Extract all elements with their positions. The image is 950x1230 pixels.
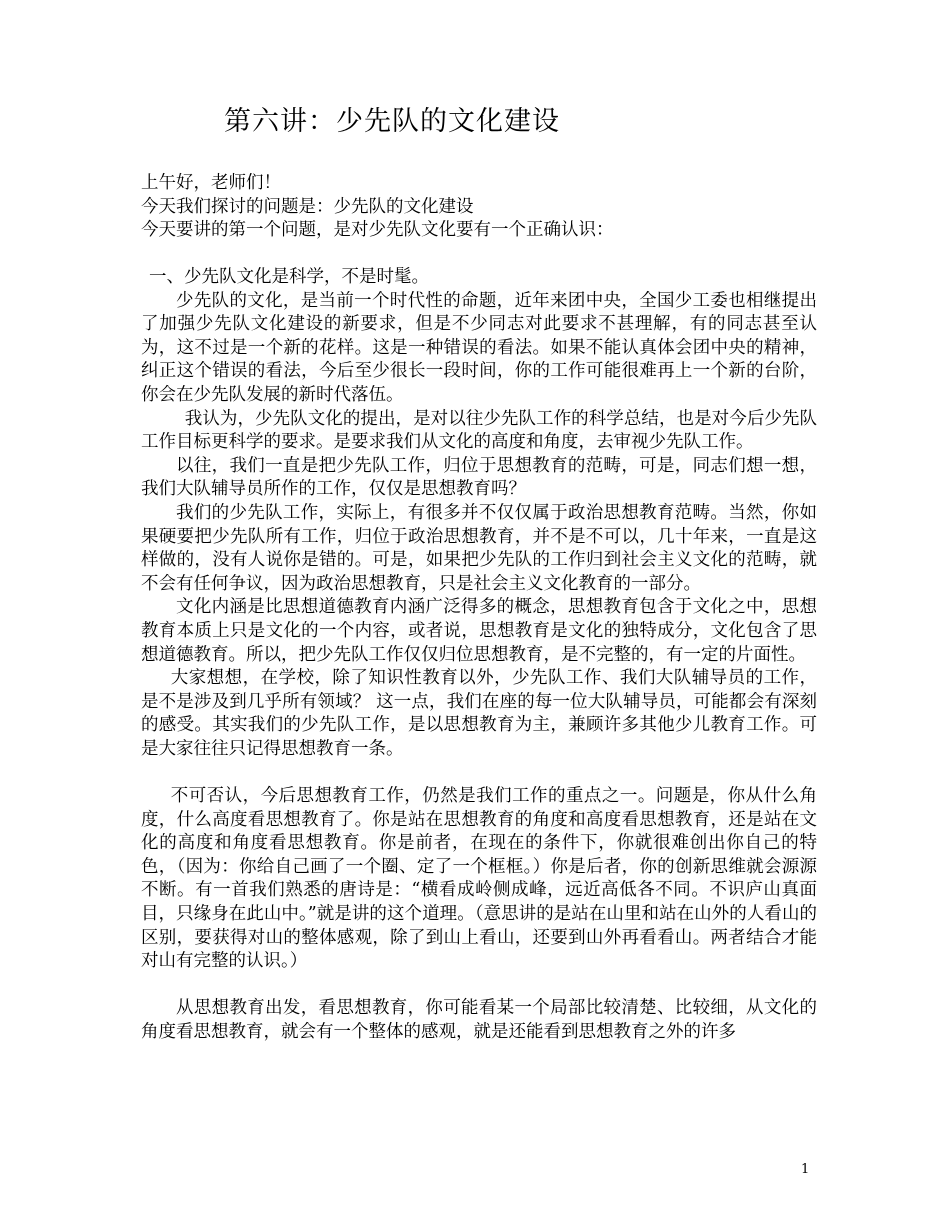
- first-question-line: 今天要讲的第一个问题，是对少先队文化要有一个正确认识：: [141, 220, 614, 240]
- topic-line: 今天我们探讨的问题是：少先队的文化建设: [141, 196, 474, 217]
- paragraph-gap: [141, 761, 817, 785]
- paragraph: 大家想想，在学校，除了知识性教育以外，少先队工作、我们大队辅导员的工作，是不是涉及到几乎所有领域？ 这一点，我们在座的每一位大队辅导员，可能都会有深刻的感受。其实我们的少先队工作，是以思想教育为主，兼顾许多其他少儿教育工作。可是大家往往只记得思想教育一条。: [141, 668, 817, 759]
- paragraph: 我认为，少先队文化的提出，是对以往少先队工作的科学总结，也是对今后少先队工作目标更科学的要求。是要求我们从文化的高度和角度，去审视少先队工作。: [141, 408, 817, 453]
- paragraph: 少先队的文化，是当前一个时代性的命题，近年来团中央，全国少工委也相继提出了加强少先队文化建设的新要求，但是不少同志对此要求不甚理解，有的同志甚至认为，这不过是一个新的花样。这是一种错误的看法。如果不能认真体会团中央的精神，纠正这个错误的看法，今后至少很长一段时间，你的工作可能很难再上一个新的台阶，你会在少先队发展的新时代落伍。: [141, 290, 817, 405]
- paragraph: 不可否认，今后思想教育工作，仍然是我们工作的重点之一。问题是，你从什么角度，什么高度看思想教育了。你是站在思想教育的角度和高度看思想教育，还是站在文化的高度和角度看思想教育。你是前者，在现在的条件下，你就很难创出你自己的特色，（因为：你给自己画了一个圈、定了一个框框。）你是后者，你的创新思维就会源源不断。有一首我们熟悉的唐诗是：“横看成岭侧成峰，远近高低各不同。不识庐山真面目，只缘身在此山中。”就是讲的这个道理。（意思讲的是站在山里和站在山外的人看山的区别，要获得对山的整体感观，除了到山上看山，还要到山外再看看山。两者结合才能对山有完整的认识。）: [141, 786, 817, 972]
- paragraph: 我们的少先队工作，实际上，有很多并不仅仅属于政治思想教育范畴。当然，你如果硬要把少先队所有工作，归位于政治思想教育，并不是不可以，几十年来，一直是这样做的，没有人说你是错的。可是，如果把少先队的工作归到社会主义文化的范畴，就不会有任何争议，因为政治思想教育，只是社会主义文化教育的一部分。: [141, 502, 817, 594]
- paragraph-gap: [141, 974, 817, 998]
- paragraph: 从思想教育出发，看思想教育，你可能看某一个局部比较清楚、比较细，从文化的角度看思想教育，就会有一个整体的感观，就是还能看到思想教育之外的许多: [141, 998, 817, 1042]
- paragraph: 以往，我们一直是把少先队工作，归位于思想教育的范畴，可是，同志们想一想，我们大队辅导员所作的工作，仅仅是思想教育吗？: [141, 455, 817, 500]
- paragraph: 文化内涵是比思想道德教育内涵广泛得多的概念，思想教育包含于文化之中，思想教育本质上只是文化的一个内容，或者说，思想教育是文化的独特成分，文化包含了思想道德教育。所以，把少先队工作仅仅归位思想教育，是不完整的，有一定的片面性。: [141, 597, 817, 665]
- document-body: [141, 266, 817, 1045]
- page-number: 1: [801, 1162, 810, 1177]
- greeting-line: 上午好，老师们！: [141, 173, 281, 193]
- intro-block: [141, 172, 821, 243]
- document-title: 第六讲：少先队的文化建设: [224, 106, 560, 137]
- section-heading: 一、少先队文化是科学，不是时髦。: [149, 267, 429, 287]
